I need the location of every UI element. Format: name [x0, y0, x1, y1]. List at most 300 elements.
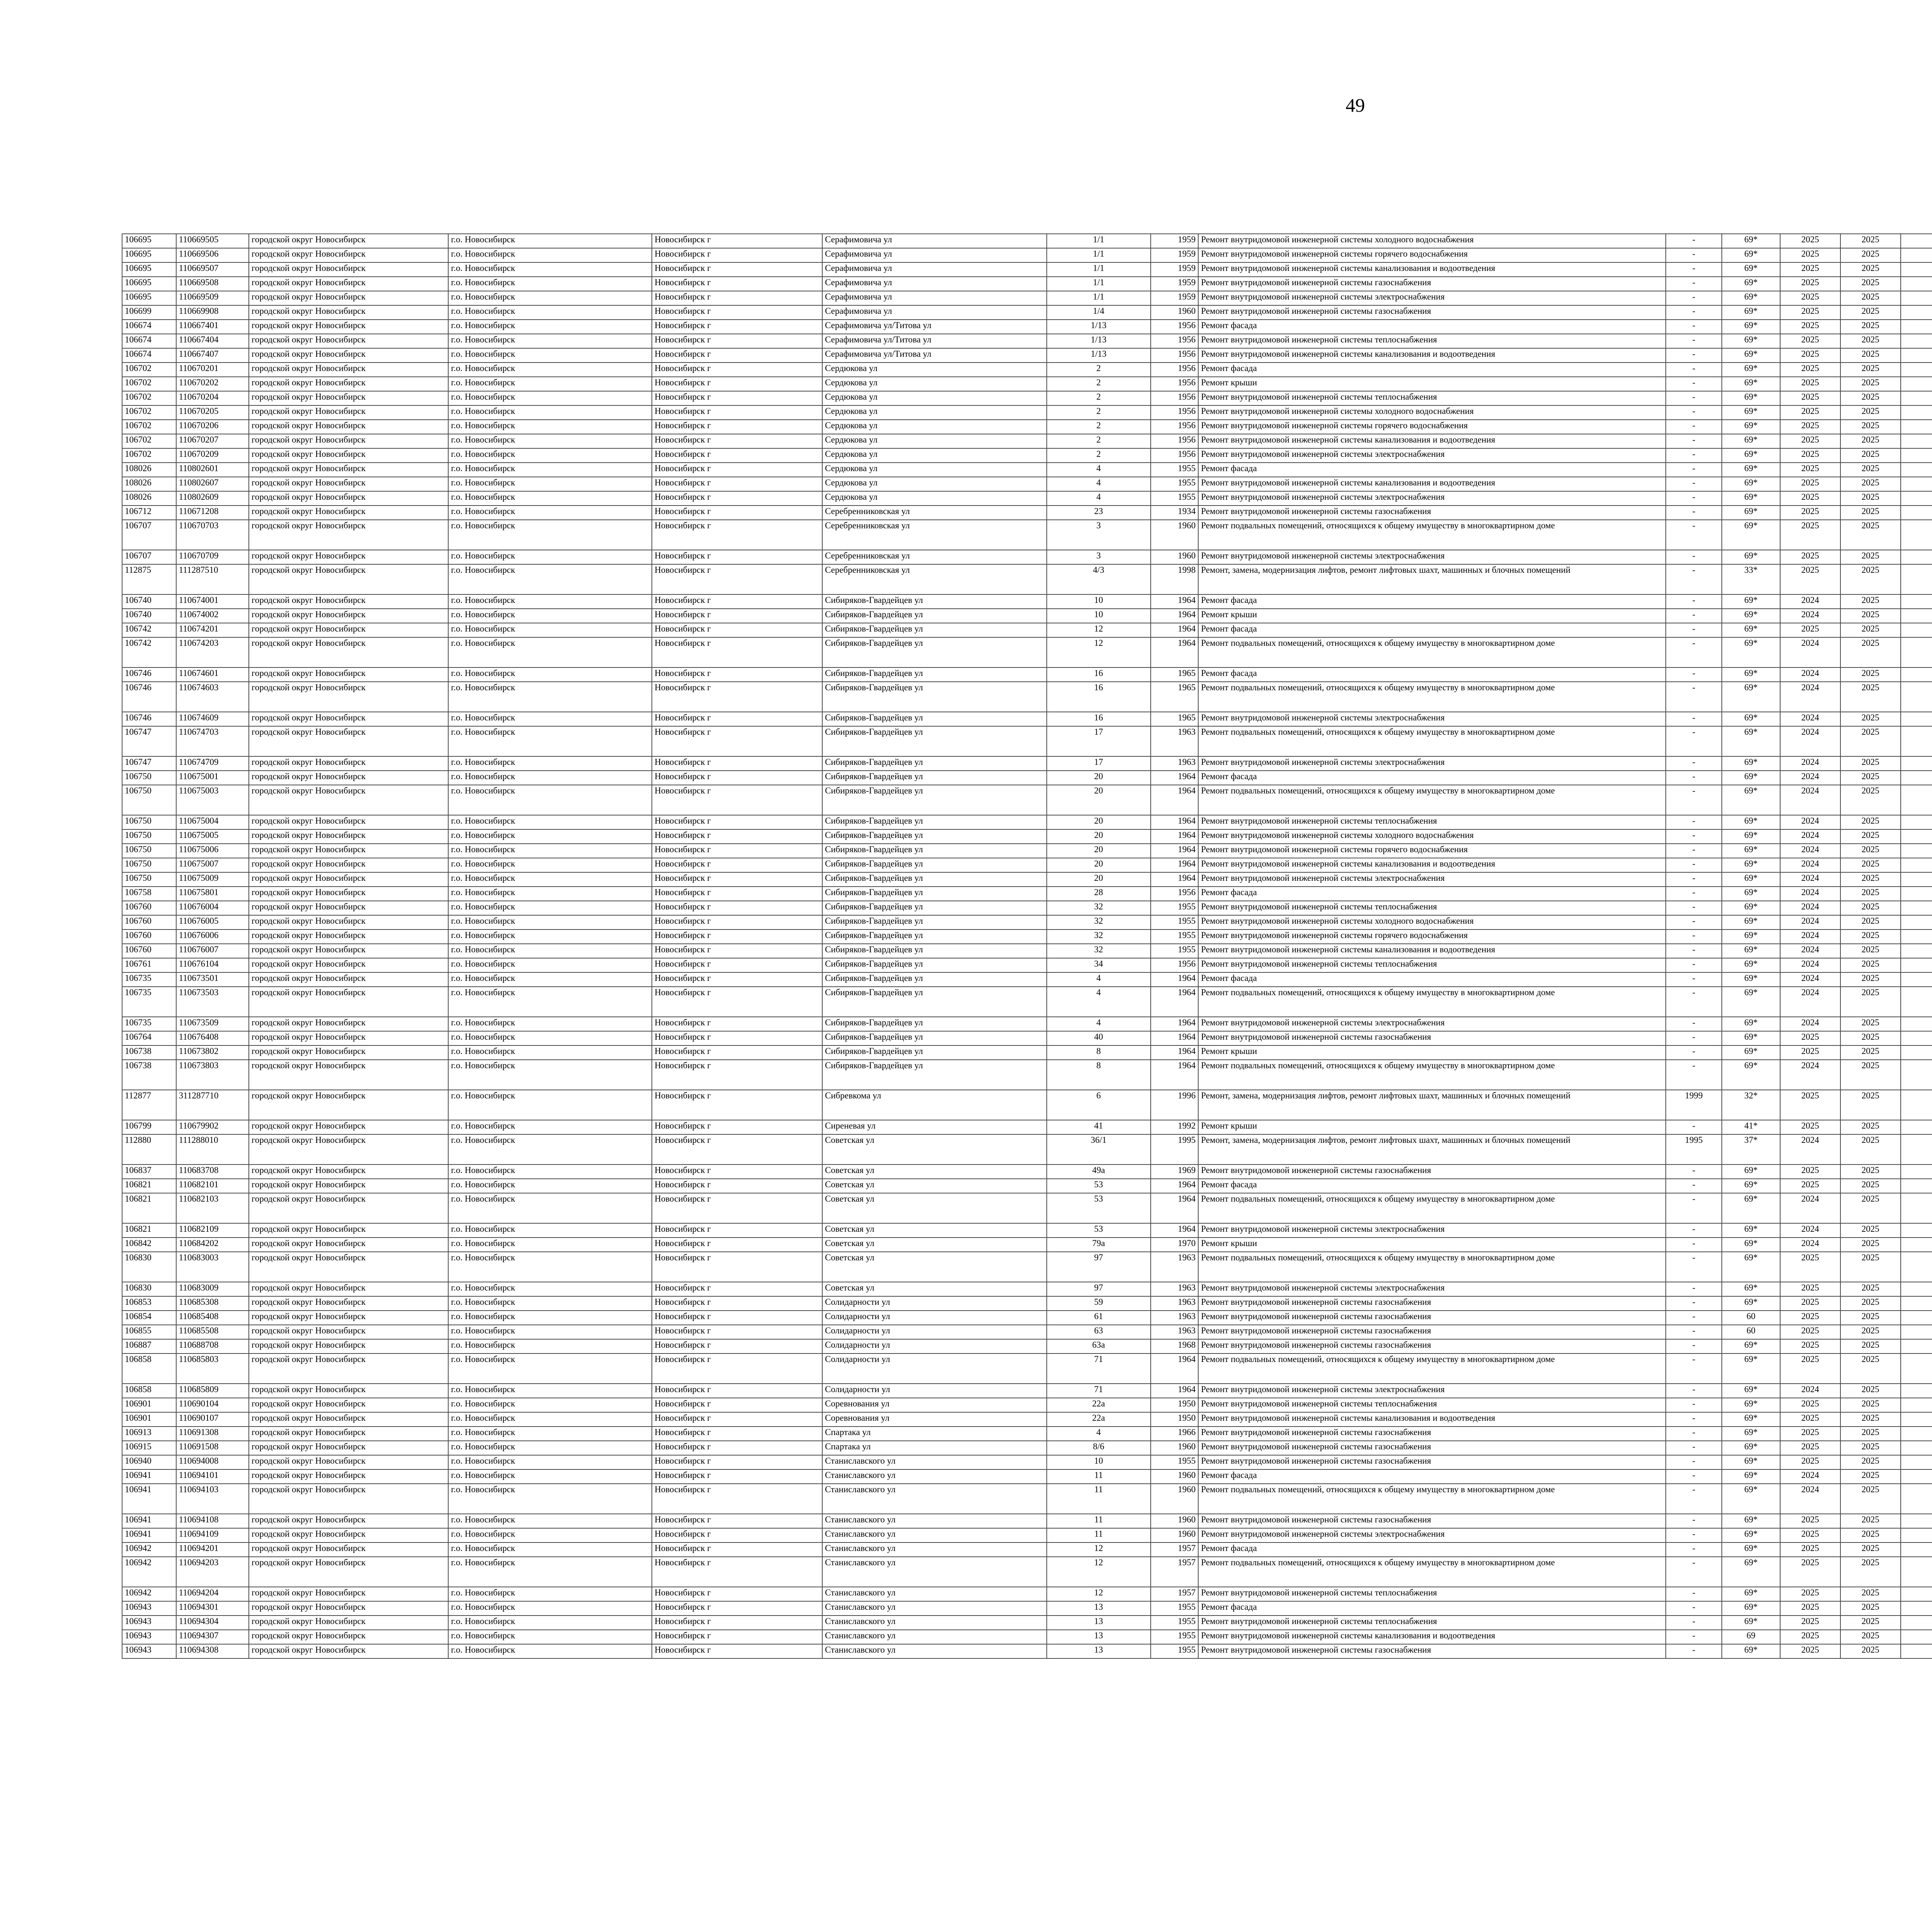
table-cell: Серебренниковская ул: [822, 564, 1047, 594]
table-cell: 2024: [1780, 872, 1840, 887]
table-cell: городской округ Новосибирск: [249, 972, 448, 987]
table-cell: [1901, 1601, 1932, 1616]
table-cell: 10: [1047, 609, 1151, 623]
table-cell: 1964: [1151, 1353, 1199, 1384]
table-cell: Солидарности ул: [822, 1296, 1047, 1311]
table-cell: 1955: [1151, 477, 1199, 491]
table-cell: 2025: [1840, 815, 1901, 829]
table-cell: 2025: [1840, 1193, 1901, 1223]
table-cell: Ремонт внутридомовой инженерной системы теплоснабжения: [1198, 901, 1666, 915]
table-cell: 71: [1047, 1384, 1151, 1398]
table-cell: Ремонт внутридомовой инженерной системы теплоснабжения: [1198, 815, 1666, 829]
table-cell: Новосибирск г: [652, 262, 822, 277]
table-cell: г.о. Новосибирск: [448, 1165, 652, 1179]
table-cell: Ремонт подвальных помещений, относящихся к общему имуществу в многоквартирном доме: [1198, 1060, 1666, 1090]
table-cell: [1901, 1193, 1932, 1223]
table-row: [122, 785, 1932, 815]
table-cell: 2024: [1780, 1017, 1840, 1031]
table-cell: 69*: [1722, 506, 1780, 520]
table-cell: 110694307: [176, 1630, 249, 1644]
table-cell: 110802609: [176, 491, 249, 506]
table-cell: городской округ Новосибирск: [249, 377, 448, 391]
table-cell: 69*: [1722, 1353, 1780, 1384]
table-cell: 2025: [1840, 448, 1901, 463]
table-cell: -: [1666, 594, 1722, 609]
table-row: [122, 334, 1932, 348]
table-cell: городской округ Новосибирск: [249, 320, 448, 334]
table-cell: Новосибирск г: [652, 377, 822, 391]
table-cell: 110685408: [176, 1311, 249, 1325]
table-cell: 2025: [1840, 785, 1901, 815]
table-cell: 2024: [1780, 958, 1840, 972]
table-cell: 106695: [122, 234, 176, 248]
table-cell: городской округ Новосибирск: [249, 391, 448, 405]
table-cell: 2025: [1840, 1601, 1901, 1616]
table-cell: городской округ Новосибирск: [249, 1339, 448, 1353]
table-cell: 1956: [1151, 334, 1199, 348]
table-cell: Ремонт подвальных помещений, относящихся к общему имуществу в многоквартирном доме: [1198, 987, 1666, 1017]
table-cell: г.о. Новосибирск: [448, 1384, 652, 1398]
table-cell: 2025: [1840, 594, 1901, 609]
table-cell: Ремонт крыши: [1198, 377, 1666, 391]
table-row: [122, 463, 1932, 477]
table-cell: 69*: [1722, 1557, 1780, 1587]
table-cell: Сибиряков-Гвардейцев ул: [822, 623, 1047, 637]
table-cell: -: [1666, 1542, 1722, 1557]
table-cell: 2024: [1780, 844, 1840, 858]
table-cell: 106858: [122, 1384, 176, 1398]
table-cell: 23: [1047, 506, 1151, 520]
table-cell: 110670703: [176, 520, 249, 550]
table-cell: 2025: [1840, 348, 1901, 363]
table-cell: Ремонт внутридомовой инженерной системы газоснабжения: [1198, 1427, 1666, 1441]
table-cell: 2025: [1840, 405, 1901, 420]
table-cell: Ремонт внутридомовой инженерной системы теплоснабжения: [1198, 958, 1666, 972]
table-cell: 2025: [1780, 1514, 1840, 1528]
table-cell: -: [1666, 958, 1722, 972]
table-cell: Новосибирск г: [652, 334, 822, 348]
table-cell: 69*: [1722, 1223, 1780, 1238]
table-cell: 12: [1047, 1587, 1151, 1601]
table-cell: 110673803: [176, 1060, 249, 1090]
table-cell: 2025: [1840, 491, 1901, 506]
table-cell: 1934: [1151, 506, 1199, 520]
table-cell: Станиславского ул: [822, 1542, 1047, 1557]
table-cell: Новосибирск г: [652, 363, 822, 377]
table-cell: Новосибирск г: [652, 756, 822, 771]
table-cell: Ремонт подвальных помещений, относящихся к общему имуществу в многоквартирном доме: [1198, 785, 1666, 815]
table-cell: городской округ Новосибирск: [249, 1398, 448, 1412]
table-cell: 110670206: [176, 420, 249, 434]
table-cell: Новосибирск г: [652, 1311, 822, 1325]
table-cell: [1901, 829, 1932, 844]
table-cell: городской округ Новосибирск: [249, 491, 448, 506]
table-cell: городской округ Новосибирск: [249, 712, 448, 726]
table-cell: 110669505: [176, 234, 249, 248]
table-cell: 1965: [1151, 682, 1199, 712]
table-row: [122, 1528, 1932, 1542]
table-cell: 2025: [1840, 291, 1901, 305]
table-cell: 2025: [1780, 1311, 1840, 1325]
table-cell: Новосибирск г: [652, 623, 822, 637]
table-row: [122, 277, 1932, 291]
table-cell: городской округ Новосибирск: [249, 420, 448, 434]
table-cell: Серебренниковская ул: [822, 506, 1047, 520]
table-row: [122, 234, 1932, 248]
table-row: [122, 1060, 1932, 1090]
table-cell: 1964: [1151, 1045, 1199, 1060]
table-cell: -: [1666, 972, 1722, 987]
table-cell: Серафимовича ул: [822, 248, 1047, 262]
table-row: [122, 771, 1932, 785]
table-cell: 69*: [1722, 491, 1780, 506]
table-cell: 106760: [122, 944, 176, 958]
table-cell: 69*: [1722, 829, 1780, 844]
table-cell: г.о. Новосибирск: [448, 1031, 652, 1045]
table-cell: Ремонт подвальных помещений, относящихся к общему имуществу в многоквартирном доме: [1198, 682, 1666, 712]
table-cell: 110685508: [176, 1325, 249, 1339]
table-cell: 2025: [1780, 320, 1840, 334]
table-cell: 69*: [1722, 1601, 1780, 1616]
table-cell: г.о. Новосибирск: [448, 448, 652, 463]
table-cell: городской округ Новосибирск: [249, 1045, 448, 1060]
table-cell: Сибиряков-Гвардейцев ул: [822, 972, 1047, 987]
table-cell: 106747: [122, 756, 176, 771]
table-cell: -: [1666, 1311, 1722, 1325]
table-cell: 69*: [1722, 1455, 1780, 1469]
table-cell: 2025: [1840, 363, 1901, 377]
table-cell: 2024: [1780, 1060, 1840, 1090]
table-cell: Ремонт внутридомовой инженерной системы горячего водоснабжения: [1198, 420, 1666, 434]
table-cell: 112875: [122, 564, 176, 594]
table-cell: 69*: [1722, 405, 1780, 420]
table-cell: 1955: [1151, 463, 1199, 477]
table-cell: 106695: [122, 277, 176, 291]
table-cell: городской округ Новосибирск: [249, 506, 448, 520]
table-cell: 69*: [1722, 248, 1780, 262]
table-cell: 1963: [1151, 1311, 1199, 1325]
table-cell: г.о. Новосибирск: [448, 609, 652, 623]
table-cell: 2024: [1780, 726, 1840, 756]
table-cell: Новосибирск г: [652, 972, 822, 987]
table-cell: Новосибирск г: [652, 1469, 822, 1484]
table-cell: 2025: [1780, 420, 1840, 434]
table-cell: 110673802: [176, 1045, 249, 1060]
table-cell: Ремонт внутридомовой инженерной системы холодного водоснабжения: [1198, 405, 1666, 420]
table-cell: Новосибирск г: [652, 1238, 822, 1252]
table-cell: Новосибирск г: [652, 520, 822, 550]
table-cell: 110670201: [176, 363, 249, 377]
table-cell: Ремонт внутридомовой инженерной системы теплоснабжения: [1198, 1616, 1666, 1630]
table-row: [122, 491, 1932, 506]
table-cell: городской округ Новосибирск: [249, 291, 448, 305]
table-cell: городской округ Новосибирск: [249, 594, 448, 609]
table-cell: 1955: [1151, 901, 1199, 915]
table-cell: 110670207: [176, 434, 249, 448]
table-cell: 2025: [1840, 1282, 1901, 1296]
table-cell: Новосибирск г: [652, 887, 822, 901]
table-cell: -: [1666, 712, 1722, 726]
table-cell: 106943: [122, 1644, 176, 1658]
table-row: [122, 434, 1932, 448]
table-cell: 69*: [1722, 377, 1780, 391]
table-cell: 2025: [1840, 420, 1901, 434]
table-cell: [1901, 1353, 1932, 1384]
table-cell: 110690104: [176, 1398, 249, 1412]
table-cell: Новосибирск г: [652, 463, 822, 477]
table-cell: 2025: [1780, 448, 1840, 463]
table-cell: Сердюкова ул: [822, 491, 1047, 506]
table-row: [122, 901, 1932, 915]
table-cell: 110694201: [176, 1542, 249, 1557]
table-cell: 110675001: [176, 771, 249, 785]
table-cell: Новосибирск г: [652, 1165, 822, 1179]
table-cell: 2024: [1780, 1469, 1840, 1484]
table-row: [122, 1252, 1932, 1282]
table-cell: городской округ Новосибирск: [249, 1469, 448, 1484]
table-cell: -: [1666, 887, 1722, 901]
table-cell: 110669908: [176, 305, 249, 320]
table-cell: городской округ Новосибирск: [249, 1630, 448, 1644]
table-cell: Новосибирск г: [652, 1587, 822, 1601]
table-cell: 2025: [1840, 377, 1901, 391]
table-cell: 110683009: [176, 1282, 249, 1296]
table-cell: г.о. Новосибирск: [448, 944, 652, 958]
table-cell: [1901, 667, 1932, 682]
table-cell: 106761: [122, 958, 176, 972]
table-cell: 1998: [1151, 564, 1199, 594]
table-cell: 1964: [1151, 1017, 1199, 1031]
table-row: [122, 815, 1932, 829]
table-cell: 10: [1047, 1455, 1151, 1469]
table-cell: городской округ Новосибирск: [249, 234, 448, 248]
table-cell: [1901, 1282, 1932, 1296]
table-cell: Сибиряков-Гвардейцев ул: [822, 901, 1047, 915]
table-cell: 2024: [1780, 829, 1840, 844]
table-cell: Новосибирск г: [652, 785, 822, 815]
table-cell: 106830: [122, 1252, 176, 1282]
table-cell: Сибиряков-Гвардейцев ул: [822, 858, 1047, 872]
table-cell: 2025: [1780, 305, 1840, 320]
table-cell: городской округ Новосибирск: [249, 1252, 448, 1282]
table-cell: 2: [1047, 377, 1151, 391]
table-cell: 110682101: [176, 1179, 249, 1193]
table-cell: -: [1666, 1339, 1722, 1353]
table-cell: -: [1666, 858, 1722, 872]
table-cell: 2025: [1840, 391, 1901, 405]
table-cell: 1964: [1151, 623, 1199, 637]
table-cell: 69*: [1722, 901, 1780, 915]
table-cell: 1964: [1151, 872, 1199, 887]
table-cell: [1901, 1644, 1932, 1658]
table-cell: 110670204: [176, 391, 249, 405]
table-cell: городской округ Новосибирск: [249, 726, 448, 756]
table-cell: [1901, 930, 1932, 944]
table-cell: 2025: [1780, 1339, 1840, 1353]
table-cell: [1901, 1455, 1932, 1469]
table-cell: Ремонт подвальных помещений, относящихся к общему имуществу в многоквартирном доме: [1198, 726, 1666, 756]
table-cell: 1955: [1151, 915, 1199, 930]
table-cell: Ремонт внутридомовой инженерной системы горячего водоснабжения: [1198, 930, 1666, 944]
table-cell: Новосибирск г: [652, 1616, 822, 1630]
table-cell: Ремонт внутридомовой инженерной системы газоснабжения: [1198, 277, 1666, 291]
table-cell: г.о. Новосибирск: [448, 550, 652, 564]
table-row: [122, 1238, 1932, 1252]
table-cell: 60: [1722, 1325, 1780, 1339]
table-cell: Новосибирск г: [652, 234, 822, 248]
table-cell: 106674: [122, 334, 176, 348]
table-cell: Ремонт фасада: [1198, 463, 1666, 477]
table-cell: 13: [1047, 1601, 1151, 1616]
table-cell: Новосибирск г: [652, 1557, 822, 1587]
table-cell: [1901, 987, 1932, 1017]
table-cell: г.о. Новосибирск: [448, 1120, 652, 1134]
table-cell: г.о. Новосибирск: [448, 594, 652, 609]
table-cell: [1901, 277, 1932, 291]
table-cell: 22а: [1047, 1412, 1151, 1427]
table-cell: 2025: [1840, 1090, 1901, 1120]
table-cell: 2024: [1780, 682, 1840, 712]
table-cell: -: [1666, 477, 1722, 491]
table-cell: [1901, 564, 1932, 594]
table-cell: 110684202: [176, 1238, 249, 1252]
table-cell: [1901, 594, 1932, 609]
table-cell: Ремонт подвальных помещений, относящихся к общему имуществу в многоквартирном доме: [1198, 1193, 1666, 1223]
table-cell: 2025: [1840, 434, 1901, 448]
table-cell: Ремонт внутридомовой инженерной системы канализования и водоотведения: [1198, 858, 1666, 872]
table-cell: 1960: [1151, 550, 1199, 564]
table-cell: Сибиряков-Гвардейцев ул: [822, 637, 1047, 667]
table-cell: Новосибирск г: [652, 1644, 822, 1658]
table-cell: Ремонт внутридомовой инженерной системы канализования и водоотведения: [1198, 944, 1666, 958]
table-cell: 1966: [1151, 1427, 1199, 1441]
table-cell: [1901, 756, 1932, 771]
table-cell: 106735: [122, 987, 176, 1017]
table-cell: 110669506: [176, 248, 249, 262]
table-cell: Станиславского ул: [822, 1587, 1047, 1601]
table-cell: [1901, 726, 1932, 756]
table-row: [122, 1311, 1932, 1325]
table-cell: 1956: [1151, 377, 1199, 391]
table-cell: 1956: [1151, 348, 1199, 363]
table-cell: Ремонт крыши: [1198, 1120, 1666, 1134]
table-cell: 110669509: [176, 291, 249, 305]
table-cell: 2025: [1780, 1441, 1840, 1455]
table-cell: Ремонт внутридомовой инженерной системы теплоснабжения: [1198, 334, 1666, 348]
table-cell: [1901, 1238, 1932, 1252]
table-cell: 69*: [1722, 844, 1780, 858]
table-row: [122, 291, 1932, 305]
table-cell: городской округ Новосибирск: [249, 1616, 448, 1630]
table-cell: -: [1666, 391, 1722, 405]
table-cell: 4: [1047, 491, 1151, 506]
table-cell: 110694101: [176, 1469, 249, 1484]
table-cell: Новосибирск г: [652, 682, 822, 712]
table-cell: Серебренниковская ул: [822, 520, 1047, 550]
table-cell: Ремонт, замена, модернизация лифтов, ремонт лифтовых шахт, машинных и блочных помещений: [1198, 1134, 1666, 1165]
table-cell: Станиславского ул: [822, 1514, 1047, 1528]
table-cell: 2025: [1840, 1045, 1901, 1060]
table-cell: 6: [1047, 1090, 1151, 1120]
table-cell: Сибиряков-Гвардейцев ул: [822, 609, 1047, 623]
table-cell: [1901, 815, 1932, 829]
table-cell: городской округ Новосибирск: [249, 1017, 448, 1031]
table-cell: городской округ Новосибирск: [249, 1455, 448, 1469]
table-cell: 20: [1047, 785, 1151, 815]
table-cell: 2024: [1780, 915, 1840, 930]
table-cell: г.о. Новосибирск: [448, 506, 652, 520]
table-cell: 1/13: [1047, 320, 1151, 334]
table-cell: 2: [1047, 448, 1151, 463]
table-cell: -: [1666, 448, 1722, 463]
table-cell: г.о. Новосибирск: [448, 305, 652, 320]
table-cell: 110675801: [176, 887, 249, 901]
table-cell: Новосибирск г: [652, 1282, 822, 1296]
table-cell: Новосибирск г: [652, 391, 822, 405]
table-cell: Ремонт фасада: [1198, 972, 1666, 987]
table-cell: 110676005: [176, 915, 249, 930]
table-cell: 106854: [122, 1311, 176, 1325]
table-cell: 2025: [1780, 1630, 1840, 1644]
table-cell: 106738: [122, 1060, 176, 1090]
table-cell: 106750: [122, 815, 176, 829]
table-cell: 20: [1047, 844, 1151, 858]
table-cell: 2025: [1840, 1644, 1901, 1658]
table-cell: 69*: [1722, 1528, 1780, 1542]
table-cell: 1964: [1151, 785, 1199, 815]
table-cell: [1901, 844, 1932, 858]
table-cell: [1901, 623, 1932, 637]
table-cell: 110674203: [176, 637, 249, 667]
table-cell: 32: [1047, 944, 1151, 958]
table-cell: 2025: [1840, 234, 1901, 248]
table-row: [122, 564, 1932, 594]
table-cell: 2025: [1840, 958, 1901, 972]
table-cell: Новосибирск г: [652, 637, 822, 667]
table-cell: г.о. Новосибирск: [448, 420, 652, 434]
table-cell: Ремонт внутридомовой инженерной системы канализования и водоотведения: [1198, 262, 1666, 277]
table-cell: Ремонт внутридомовой инженерной системы электроснабжения: [1198, 872, 1666, 887]
table-row: [122, 1455, 1932, 1469]
table-cell: 106712: [122, 506, 176, 520]
table-cell: 2025: [1840, 1223, 1901, 1238]
table-cell: -: [1666, 944, 1722, 958]
table-cell: 8/6: [1047, 1441, 1151, 1455]
table-cell: 110691308: [176, 1427, 249, 1441]
table-cell: [1901, 1616, 1932, 1630]
table-cell: 13: [1047, 1644, 1151, 1658]
table-cell: Ремонт внутридомовой инженерной системы электроснабжения: [1198, 1223, 1666, 1238]
table-cell: [1901, 1060, 1932, 1090]
table-cell: Новосибирск г: [652, 448, 822, 463]
table-cell: 106702: [122, 420, 176, 434]
table-cell: 2025: [1840, 1165, 1901, 1179]
table-cell: -: [1666, 1601, 1722, 1616]
table-cell: 106799: [122, 1120, 176, 1134]
table-cell: городской округ Новосибирск: [249, 550, 448, 564]
table-cell: 110688708: [176, 1339, 249, 1353]
table-cell: Ремонт фасада: [1198, 1179, 1666, 1193]
table-cell: Ремонт внутридомовой инженерной системы газоснабжения: [1198, 305, 1666, 320]
table-cell: 2025: [1780, 334, 1840, 348]
table-cell: 106821: [122, 1223, 176, 1238]
table-cell: [1901, 915, 1932, 930]
table-cell: 1964: [1151, 637, 1199, 667]
table-cell: Ремонт фасада: [1198, 594, 1666, 609]
table-cell: 69*: [1722, 887, 1780, 901]
table-cell: 2024: [1780, 815, 1840, 829]
table-cell: городской округ Новосибирск: [249, 405, 448, 420]
